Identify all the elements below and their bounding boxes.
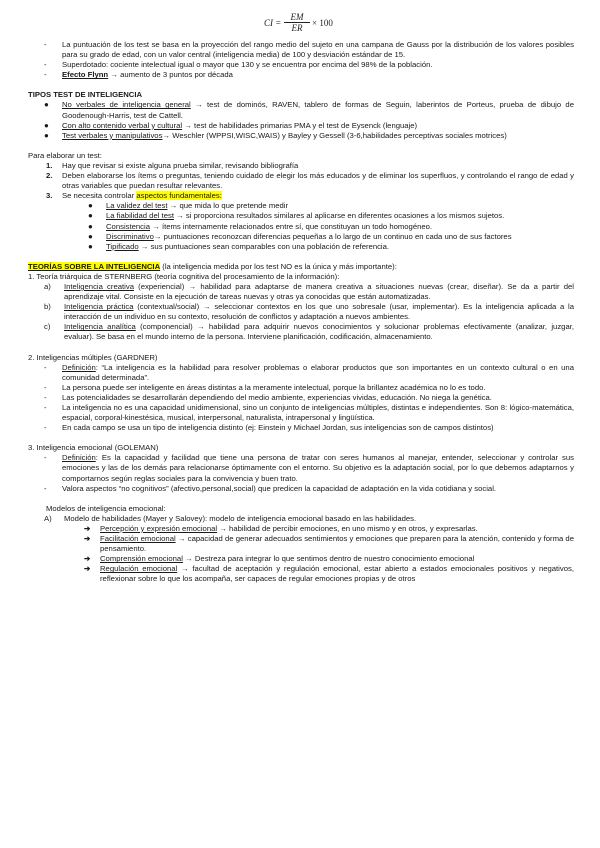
test-type-item: ● Test verbales y manipulativos→ Weschler (WPPSI,WISC,WAIS) y Bayley y Gessell (3-6,habilidades perceptivas sociales motrices) bbox=[44, 130, 507, 140]
habilidad-item: ➔ Facilitación emocional → capacidad de generar adecuados sentimientos y emociones que preparen para la atención, contenido y forma de pensamiento. bbox=[84, 534, 574, 554]
sternberg-item: a) Inteligencia creativa (experiencial) → habilidad para adaptarse de manera creativa a situaciones nuevas (crear, diseñar). Se da a partir del aprendizaje vital. Consiste en la ejecución de tareas nuevas y otras ya conocidas que están automatizadas. bbox=[44, 281, 574, 302]
habilidad-item: ➔ Comprensión emocional → Destreza para integrar lo que sentimos dentro de nuestro conocimiento emocional bbox=[84, 554, 475, 564]
modelo-a: A) Modelo de habilidades (Mayer y Salovey): modelo de inteligencia emocional basado en las habilidades. bbox=[44, 513, 417, 523]
goleman-title: 3. Inteligencia emocional (GOLEMAN) bbox=[28, 443, 159, 453]
formula-denominator: ER bbox=[291, 23, 303, 33]
iq-formula bbox=[262, 12, 342, 34]
gardner-item: - En cada campo se usa un tipo de inteligencia distinto (ej: Einstein y Michael Jordan, sus inteligencias son de campos distintos) bbox=[44, 423, 494, 433]
test-type-item: ● No verbales de inteligencia general → test de dominós, RAVEN, tablero de formas de Seguin, laberintos de Porteus, prueba de dibujo de Goodenough-Harris, test de Cattell. bbox=[44, 100, 574, 120]
aspect-item: ● Consistencia → ítems internamente relacionados entre sí, que constituyan un todo homogéneo. bbox=[88, 221, 433, 231]
goleman-item: - Valora aspectos “no cognitivos” (afectivo,personal,social) que predicen la capacidad de adaptación en la vida cotidiana y social. bbox=[44, 483, 497, 493]
highlight-aspectos: aspectos fundamentales: bbox=[136, 191, 222, 201]
intro-item: - Superdotado: cociente intelectual igual o mayor que 130 y se encuentra por encima del 98% de la población. bbox=[44, 60, 433, 70]
elaborar-step: 2. Deben elaborarse los ítems o preguntas, teniendo cuidado de elegir los más educados y de eliminar los superfluos, y controlando el rango de edad y otras variables que puedan resultar relevantes. bbox=[46, 171, 574, 191]
section-heading-teorias: TEORÍAS SOBRE LA INTELIGENCIA (la inteligencia medida por los test NO es la única y más importante): bbox=[28, 261, 397, 271]
formula-numerator: EM bbox=[284, 12, 310, 23]
intro-item: - La puntuación de los test se basa en la proyección del rango medio del sujeto en una campana de Gauss por la distribución de los valores posibles para su grado de edad, con un valor central (inteligencia media) de 100 y desviación estándar de 15. bbox=[44, 40, 574, 60]
sternberg-item: b) Inteligencia práctica (contextual/social) → seleccionar contextos en los que uno sobresale (usar, implementar). Es la inteligencia aplicada a la interacción de un individuo en su contexto, resolución de conflictos y adaptación a nuevos ambientes. bbox=[44, 302, 574, 322]
gardner-item: - Definición: “La inteligencia es la habilidad para resolver problemas o elaborar productos que son importantes en un contexto cultural o en una comunidad determinada”. bbox=[44, 362, 574, 382]
habilidad-item: ➔ Percepción y expresión emocional → habilidad de percibir emociones, en uno mismo y en otros, y expresarlas. bbox=[84, 523, 478, 533]
term-efecto-flynn: Efecto Flynn bbox=[62, 70, 109, 80]
aspect-item: ● La validez del test → que mida lo que pretende medir bbox=[88, 201, 289, 211]
formula-lhs: CI = bbox=[264, 18, 282, 28]
habilidad-item: ➔ Regulación emocional → facultad de aceptación y regulación emocional, estar abierto a estados emocionales positivos y negativos, reflexionar sobre lo que los acompaña, ser capaces de regular emociones propias y de otros bbox=[84, 564, 574, 584]
section-heading-elaborar: Para elaborar un test: bbox=[28, 150, 102, 160]
goleman-item: - Definición: Es la capacidad y facilidad que tiene una persona de tratar con seres humanos al manejar, entender, seleccionar y controlar sus emociones y las de los demás para relacionarse óptimamente con el entorno. Su objetivo es la adaptación social, por lo que debemos adaptarnos y comportarnos según reglas sociales para la convivencia y buen trato. bbox=[44, 453, 574, 483]
intro-item: - Efecto Flynn → aumento de 3 puntos por década bbox=[44, 70, 233, 80]
gardner-item: - Las potencialidades se desarrollarán dependiendo del medio ambiente, experiencias vividas, educación. No niega la genética. bbox=[44, 392, 492, 402]
modelos-title: Modelos de inteligencia emocional: bbox=[46, 503, 166, 513]
aspect-item: ● La fiabilidad del test → si proporciona resultados similares al aplicarse en diferentes ocasiones a los mismos sujetos. bbox=[88, 211, 505, 221]
test-type-item: ● Con alto contenido verbal y cultural → test de habilidades primarias PMA y el test de Eysenck (lenguaje) bbox=[44, 120, 418, 130]
gardner-item: - La inteligencia no es una capacidad unidimensional, sino un conjunto de inteligencias múltiples, distintas e independientes. Son 8: lógico-matemática, espacial, corporal-kinestésica, musical, interpersonal, naturalista, intrapersonal y lingüística. bbox=[44, 403, 574, 423]
formula-fraction bbox=[284, 12, 310, 33]
sternberg-item: c) Inteligencia analítica (componencial) → habilidad para adquirir nuevos conocimientos y solucionar problemas efectivamente (analizar, juzgar, evaluar). Se basa en el mundo interno de la persona. Interviene planificación, codificación, almacenamiento. bbox=[44, 322, 574, 342]
aspect-item: ● Tipificado → sus puntuaciones sean comparables con una población de referencia. bbox=[88, 241, 390, 251]
elaborar-step: 3. Se necesita controlar aspectos fundamentales: bbox=[46, 191, 222, 201]
gardner-item: - La persona puede ser inteligente en áreas distintas a la meramente intelectual, porque la brillantez académica no lo es todo. bbox=[44, 382, 486, 392]
formula-rhs: × 100 bbox=[312, 18, 333, 28]
aspect-item: ● Discriminativo→ puntuaciones reconozcan diferencias pequeñas a lo largo de un continuo en cada uno de sus factores bbox=[88, 231, 512, 241]
document-body bbox=[28, 40, 574, 585]
sternberg-title: 1. Teoría triárquica de STERNBERG (teoría cognitiva del procesamiento de la información): bbox=[28, 271, 340, 281]
gardner-title: 2. Inteligencias múltiples (GARDNER) bbox=[28, 352, 158, 362]
elaborar-step: 1. Hay que revisar si existe alguna prueba similar, revisando bibliografía bbox=[46, 160, 299, 170]
section-heading-tipos: TIPOS TEST DE INTELIGENCIA bbox=[28, 90, 143, 100]
